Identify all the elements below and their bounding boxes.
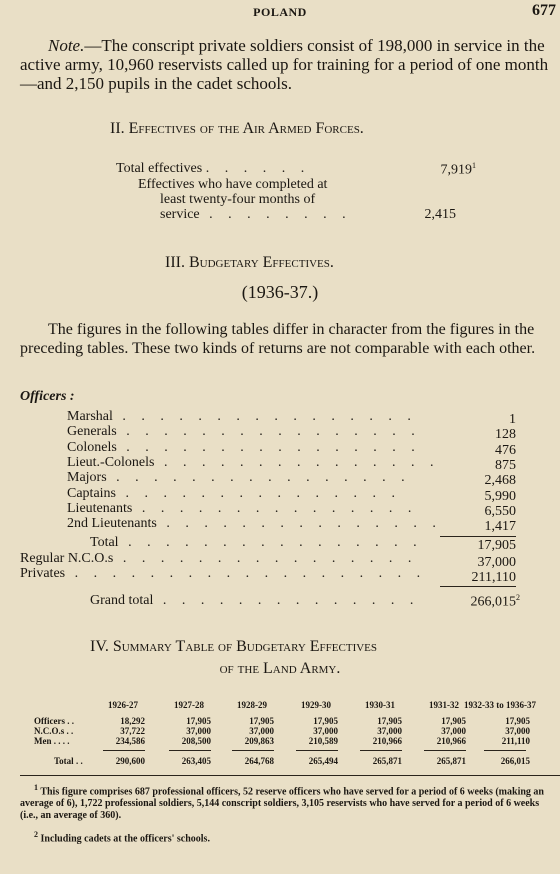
section-3-heading: III. Budgetary Effectives. xyxy=(165,254,334,271)
note-paragraph xyxy=(20,36,558,93)
summary-cell: 211,110 xyxy=(501,736,530,746)
grand-total-label: Grand total . . . . . . . . . . . . . . xyxy=(90,593,420,608)
officer-row-value: 875 xyxy=(495,457,516,473)
officers-total-value: 17,905 xyxy=(477,538,516,553)
air-line-4: service . . . . . . . . xyxy=(160,207,352,222)
note-text: —The conscript private soldiers consist of 198,000 in service in the active army, 10,960 reservists called up for training for a period of one month—and 2,150 pupils in the cadet schools. xyxy=(20,36,549,93)
summary-cell: 17,905 xyxy=(505,716,530,726)
grand-total-rule xyxy=(440,586,516,587)
summary-total-label: Total . . xyxy=(54,756,83,766)
summary-total-rule xyxy=(169,750,211,751)
officer-row-label: Generals . . . . . . . . . . . . . . . . xyxy=(67,424,421,440)
summary-cell: 210,966 xyxy=(372,736,402,746)
air-total-value: 7,919$^1$ xyxy=(440,161,476,178)
summary-total-rule xyxy=(484,750,526,751)
officer-row-value: 1,417 xyxy=(484,519,516,535)
officer-row-label: Colonels . . . . . . . . . . . . . . . . xyxy=(67,439,421,455)
summary-row-label: N.C.O.s . . xyxy=(34,726,74,736)
summary-cell: 37,000 xyxy=(313,726,338,736)
running-head: POLAND xyxy=(253,5,307,19)
summary-total-rule xyxy=(296,750,338,751)
summary-cell: 37,722 xyxy=(120,726,145,736)
summary-cell: 234,586 xyxy=(115,736,145,746)
officer-row-value: 5,990 xyxy=(484,488,516,504)
summary-total-cell: 265,871 xyxy=(436,756,466,766)
air-line-2: Effectives who have completed at xyxy=(138,177,328,192)
footnote-2: $^2$ Including cadets at the officers' schools. xyxy=(34,830,210,845)
summary-total-rule xyxy=(103,750,145,751)
privates-value: 211,110 xyxy=(471,570,516,585)
year-header: 1932-33 to 1936-37 xyxy=(464,700,536,710)
officer-row-label: Marshal . . . . . . . . . . . . . . . . xyxy=(67,409,417,424)
officer-row-value: 128 xyxy=(495,427,516,443)
nco-value: 37,000 xyxy=(477,555,516,570)
summary-total-cell: 290,600 xyxy=(115,756,145,766)
summary-row-label: Men . . . . xyxy=(34,736,70,746)
year-header: 1931-32 xyxy=(429,700,459,710)
total-rule xyxy=(440,536,516,537)
officer-row-value: 476 xyxy=(495,442,516,458)
section-3-year: (1936-37.) xyxy=(241,282,319,302)
nco-label: Regular N.C.O.s . . . . . . . . . . . . . . . . xyxy=(20,551,418,566)
officer-row-label: Captains . . . . . . . . . . . . . . . xyxy=(67,485,401,501)
officer-row-value: 6,550 xyxy=(484,503,516,519)
summary-cell: 37,000 xyxy=(249,726,274,736)
year-header: 1929-30 xyxy=(301,700,331,710)
officer-row-value: 1 xyxy=(509,412,516,427)
year-header: 1926-27 xyxy=(108,700,138,710)
page-number: 677 xyxy=(532,2,556,19)
officer-row-label: Majors . . . . . . . . . . . . . . . . xyxy=(67,470,411,486)
summary-cell: 18,292 xyxy=(120,716,145,726)
air-line-3: least twenty-four months of xyxy=(160,192,316,207)
note-label: Note. xyxy=(48,36,85,55)
summary-total-cell: 265,494 xyxy=(308,756,338,766)
year-header: 1930-31 xyxy=(365,700,395,710)
air-line-4-value: 2,415 xyxy=(424,207,456,222)
summary-cell: 17,905 xyxy=(313,716,338,726)
summary-total-cell: 264,768 xyxy=(244,756,274,766)
privates-label: Privates . . . . . . . . . . . . . . . . . . . xyxy=(20,566,427,581)
air-total-label: Total effectives . . . . . . xyxy=(116,161,311,176)
summary-cell: 37,000 xyxy=(186,726,211,736)
officer-row-label: 2nd Lieutenants . . . . . . . . . . . . . . . xyxy=(67,516,442,532)
summary-cell: 208,500 xyxy=(181,736,211,746)
summary-cell: 17,905 xyxy=(186,716,211,726)
summary-total-rule xyxy=(424,750,466,751)
section-3-paragraph: The figures in the following tables differ in character from the figures in the preceding tables. These two kinds of returns are not comparable with each other. xyxy=(20,321,536,357)
officer-row-label: Lieutenants . . . . . . . . . . . . . . . xyxy=(67,500,418,516)
officer-row-label: Lieut.-Colonels . . . . . . . . . . . . . . . xyxy=(67,454,440,470)
summary-total-cell: 266,015 xyxy=(500,756,530,766)
summary-total-rule xyxy=(360,750,402,751)
section-4-heading-line-2: of the Land Army. xyxy=(219,660,341,677)
summary-cell: 37,000 xyxy=(377,726,402,736)
officers-total-label: Total . . . . . . . . . . . . . . . . xyxy=(90,535,423,550)
footnote-1: $^1$ This figure comprises 687 professional officers, 52 reserve officers who have served for a period of 6 weeks (making an average of 6), 1,722 professional soldiers, 5,144 conscript soldiers, 3,105 reservists who have served for a period of 6 weeks (i.e., an average of 360). xyxy=(20,783,544,822)
summary-row-label: Officers . . xyxy=(34,716,74,726)
summary-cell: 17,905 xyxy=(249,716,274,726)
summary-cell: 17,905 xyxy=(377,716,402,726)
summary-cell: 210,589 xyxy=(308,736,338,746)
summary-cell: 17,905 xyxy=(441,716,466,726)
grand-total-value: 266,015$^2$ xyxy=(470,593,520,610)
section-4-heading-line-1: IV. Summary Table of Budgetary Effectives xyxy=(90,638,378,655)
year-header: 1927-28 xyxy=(174,700,204,710)
summary-total-cell: 265,871 xyxy=(372,756,402,766)
summary-cell: 37,000 xyxy=(441,726,466,736)
officer-row-value: 2,468 xyxy=(484,473,516,489)
year-header: 1928-29 xyxy=(237,700,267,710)
summary-cell: 210,966 xyxy=(436,736,466,746)
summary-cell: 37,000 xyxy=(505,726,530,736)
footnote-rule xyxy=(20,775,560,776)
section-2-heading: II. Effectives of the Air Armed Forces. xyxy=(110,120,364,137)
summary-cell: 209,863 xyxy=(244,736,274,746)
officers-label: Officers : xyxy=(20,389,75,404)
summary-total-rule xyxy=(232,750,274,751)
summary-total-cell: 263,405 xyxy=(181,756,211,766)
